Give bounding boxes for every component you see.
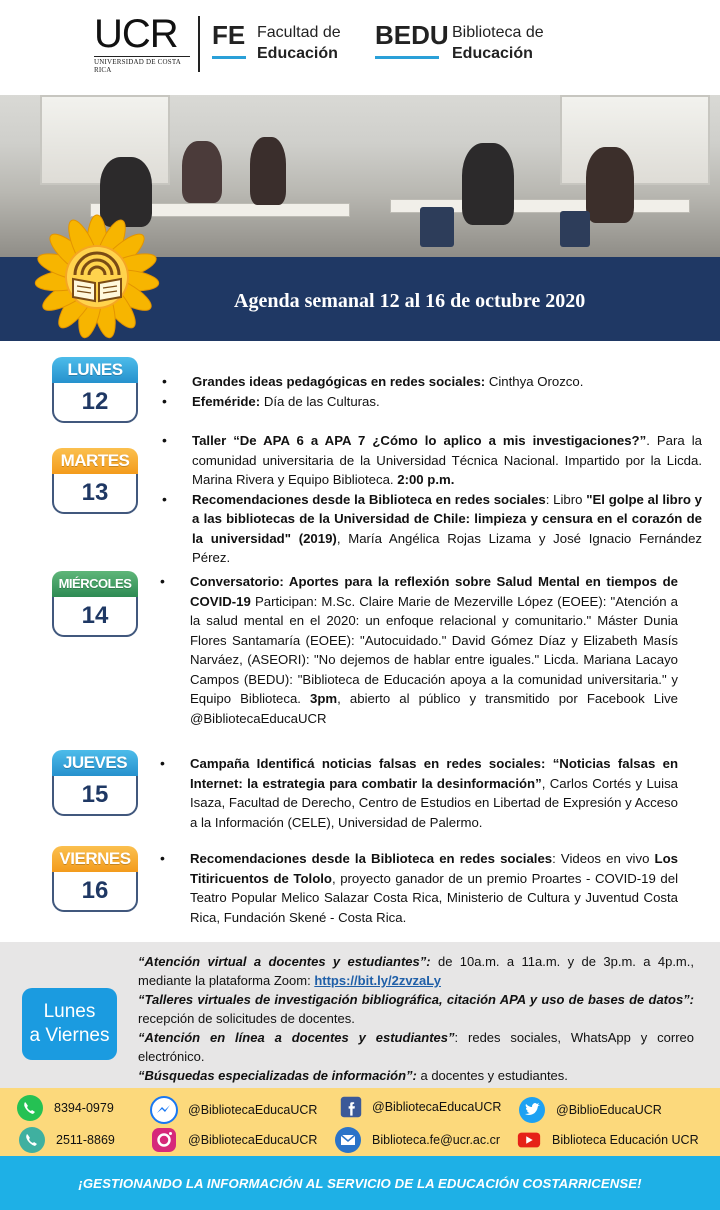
day-card-martes [52, 448, 138, 514]
bedu-name-line2: Educación [452, 45, 533, 62]
fe-abbreviation: FE [212, 20, 246, 50]
day-number: 16 [52, 872, 138, 912]
bedu-underline [375, 56, 439, 59]
day-card-viernes [52, 846, 138, 912]
item-text: Día de las Culturas. [260, 393, 380, 409]
photo-chair [560, 211, 590, 247]
photo-window [560, 95, 710, 185]
day-name: VIERNES [52, 846, 138, 872]
phone-icon [18, 1126, 46, 1154]
contact-label: @BibliotecaEducaUCR [372, 1100, 502, 1114]
service-talleres [138, 990, 694, 1028]
item-title: Efeméride: [192, 393, 261, 409]
item-text: : Videos en vivo [552, 851, 655, 866]
day-number: 14 [52, 597, 138, 637]
list-item [192, 372, 702, 392]
service-desc: : redes sociales, WhatsApp y correo electrónico. [138, 1030, 694, 1064]
day-name: MARTES [52, 448, 138, 474]
contact-phone[interactable] [18, 1126, 115, 1154]
photo-person [586, 147, 634, 223]
services-text [138, 952, 694, 1085]
ucr-logo-subtitle: UNIVERSIDAD DE COSTA RICA [94, 56, 190, 74]
contact-facebook[interactable] [340, 1096, 501, 1118]
item-text: , María Angélica Rojas Lizama y José Ignacio Fernández Pérez. [192, 530, 703, 565]
service-title: “Búsquedas especializadas de información”: [138, 1068, 417, 1083]
list-item [190, 754, 678, 832]
photo-person [462, 143, 514, 225]
contact-twitter[interactable] [518, 1096, 662, 1124]
item-show-title: Los Titiricuentos de Tololo [190, 851, 678, 886]
day-name: LUNES [52, 357, 138, 383]
agenda-jueves [190, 754, 678, 832]
list-item [192, 392, 702, 412]
bedu-name [452, 22, 544, 64]
ucr-logo-text: UCR [94, 12, 178, 56]
fe-underline [212, 56, 246, 59]
item-title: Taller “De APA 6 a APA 7 ¿Cómo lo aplico a mis investigaciones?” [192, 433, 647, 448]
header [0, 0, 720, 95]
item-title: Conversatorio: Aportes para la reflexión sobre Salud Mental en tiempos de COVID-19 [190, 574, 678, 609]
service-en-linea [138, 1028, 694, 1066]
contact-whatsapp[interactable] [16, 1094, 114, 1122]
instagram-icon [150, 1126, 178, 1154]
item-time: 3pm [310, 691, 338, 706]
item-title: Recomendaciones desde la Biblioteca en redes sociales [190, 851, 553, 866]
day-number: 12 [52, 383, 138, 423]
contact-label: 8394-0979 [54, 1101, 114, 1115]
agenda-title: Agenda semanal 12 al 16 de octubre 2020 [234, 290, 586, 312]
service-busquedas [138, 1066, 694, 1085]
agenda-viernes [190, 849, 678, 927]
facebook-icon [340, 1096, 362, 1118]
ucr-logo [94, 14, 194, 74]
footer-slogan: ¡GESTIONANDO LA INFORMACIÓN AL SERVICIO DE LA EDUCACIÓN COSTARRICENSE! [78, 1176, 642, 1191]
contact-label: Biblioteca Educación UCR [552, 1133, 699, 1147]
zoom-link[interactable]: https://bit.ly/2zvzaLy [314, 973, 441, 988]
photo-person [250, 137, 286, 205]
service-desc: de 10a.m. a 11a.m. y de 3p.m. a 4p.m., mediante la plataforma Zoom: [138, 954, 694, 988]
service-desc: recepción de solicitudes de docentes. [138, 1011, 355, 1026]
lunes-a-viernes-badge [22, 988, 117, 1060]
contact-label: Biblioteca.fe@ucr.ac.cr [372, 1133, 501, 1147]
item-title: Recomendaciones desde la Biblioteca en redes sociales [192, 491, 546, 507]
contact-label: @BibliotecaEducaUCR [188, 1133, 318, 1147]
email-icon [334, 1126, 362, 1154]
service-title: “Atención en línea a docentes y estudiantes” [138, 1030, 455, 1045]
photo-person [182, 141, 222, 203]
service-virtual [138, 952, 694, 990]
day-name: MIÉRCOLES [52, 571, 138, 597]
item-title: Grandes ideas pedagógicas en redes sociales: [192, 374, 486, 389]
sunflower-book-icon [30, 210, 165, 345]
item-text: , proyecto ganador de un premio Proartes - COVID-19 del Teatro Popular Melico Salazar Costa Rica, Ministerio de Cultura y Juventud Costa Rica, Fundación Skené - Costa Rica. [190, 870, 678, 925]
twitter-icon [518, 1096, 546, 1124]
contact-label: @BibliotecaEducaUCR [188, 1103, 318, 1117]
contact-email[interactable] [334, 1126, 500, 1154]
messenger-icon [150, 1096, 178, 1124]
contact-youtube[interactable] [516, 1126, 699, 1154]
item-text: Cinthya Orozco. [485, 374, 584, 389]
service-title: “Atención virtual a docentes y estudiantes”: [138, 954, 431, 969]
list-item [190, 572, 678, 728]
day-number: 13 [52, 474, 138, 514]
service-desc: a docentes y estudiantes. [416, 1068, 568, 1083]
badge-line2: a Viernes [29, 1025, 110, 1046]
item-title: Campaña Identificá noticias falsas en redes sociales: “Noticias falsas en Internet: la estrategia para combatir la desinformación” [190, 756, 678, 791]
bedu-abbreviation: BEDU [375, 20, 449, 50]
day-card-lunes [52, 357, 138, 423]
fe-name [257, 22, 341, 64]
header-divider [198, 16, 200, 72]
agenda-martes [192, 431, 702, 568]
contact-messenger[interactable] [150, 1096, 317, 1124]
list-item [190, 849, 678, 927]
item-text: : Libro [545, 491, 587, 507]
day-name: JUEVES [52, 750, 138, 776]
service-title: “Talleres virtuales de investigación bibliográfica, citación APA y uso de bases de datos”: [138, 992, 694, 1007]
agenda-miercoles [190, 572, 678, 728]
item-text: . Para la comunidad universitaria de la Universidad Técnica Nacional. Impartido por la Licda. Marina Rivera y Equipo Biblioteca. [192, 433, 702, 487]
badge-line1: Lunes [43, 1001, 96, 1022]
list-item [192, 490, 702, 568]
day-card-jueves [52, 750, 138, 816]
item-text: Participan: M.Sc. Claire Marie de Mezerville López (EOEE): "Atención a la salud mental en el 2020: un enfoque relacional y comunitario." Máster Dunia Flores Santamaría (EOEE): "Autocuidado." David Gómez Díaz y Elizabeth Masís Narváez, (ASEORI): "No dejemos de hablar entre iguales." Licda. Mariana Lacayo Campos (BEDU): "Biblioteca de Educación apoya a la comunidad universitaria." y Equipo Biblioteca. [190, 593, 678, 706]
photo-chair [420, 207, 454, 247]
item-book-title: "El golpe al libro y a las bibliotecas de la Universidad de Chile: limpieza y censura en el corazón de la universidad" (2019) [192, 491, 703, 546]
contact-label: @BiblioEducaUCR [556, 1103, 662, 1117]
contact-instagram[interactable] [150, 1126, 317, 1154]
item-time: 2:00 p.m. [397, 472, 455, 487]
whatsapp-icon [16, 1094, 44, 1122]
item-text: , abierto al público y transmitido por Facebook Live @BibliotecaEducaUCR [190, 691, 678, 726]
youtube-icon [516, 1126, 542, 1154]
contact-label: 2511-8869 [56, 1133, 115, 1147]
day-number: 15 [52, 776, 138, 816]
day-card-miercoles [52, 571, 138, 637]
agenda-lunes [192, 372, 702, 411]
fe-name-line1: Facultad de [257, 24, 341, 41]
bedu-name-line1: Biblioteca de [452, 24, 544, 41]
fe-name-line2: Educación [257, 45, 338, 62]
item-text: , Carlos Cortés y Luisa Isaza, Facultad de Derecho, Centro de Estudios en Libertad de Expresión y Acceso a la Información (CELE), Universidad de Palermo. [190, 775, 679, 830]
list-item [192, 431, 702, 490]
